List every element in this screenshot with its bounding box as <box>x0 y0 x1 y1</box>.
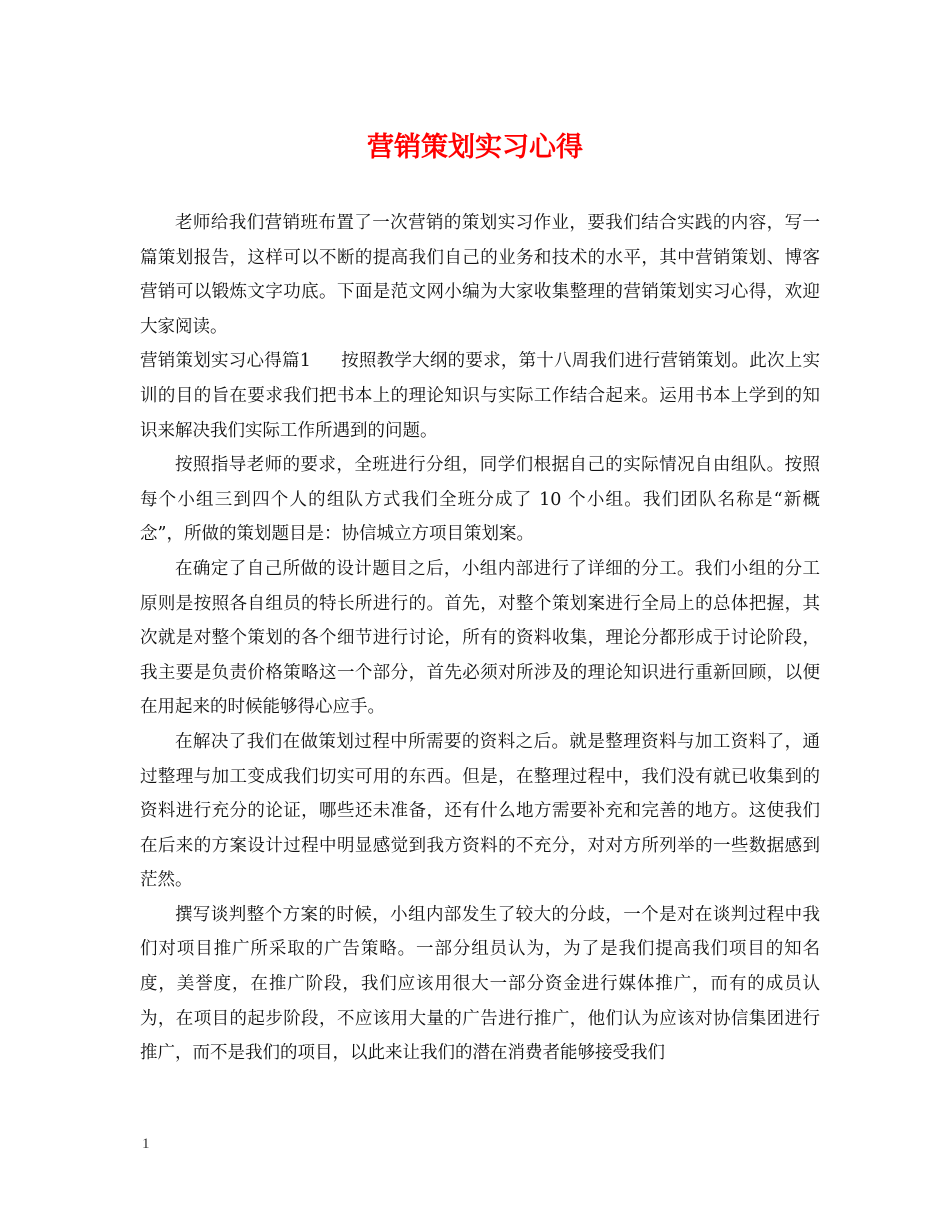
document-body <box>140 206 820 1071</box>
body-paragraph: 在解决了我们在做策划过程中所需要的资料之后。就是整理资料与加工资料了，通过整理与加工变成我们切实可用的东西。但是，在整理过程中，我们没有就已收集到的资料进行充分的论证，哪些还未准备，还有什么地方需要补充和完善的地方。这使我们在后来的方案设计过程中明显感觉到我方资料的不充分，对对方所列举的一些数据感到茫然。 <box>140 731 820 891</box>
body-paragraph: 按照指导老师的要求，全班进行分组，同学们根据自己的实际情况自由组队。按照每个小组三到四个人的组队方式我们全班分成了 10 个小组。我们团队名称是“新概念”，所做的策划题目是：协信城立方项目策划案。 <box>140 455 820 545</box>
document-title: 营销策划实习心得 <box>367 132 583 163</box>
section-text: 按照教学大纲的要求，第十八周我们进行营销策划。此次上实训的目的旨在要求我们把书本上的理论知识与实际工作结合起来。运用书本上学到的知识来解决我们实际工作所遇到的问题。 <box>140 351 821 441</box>
body-paragraph: 撰写谈判整个方案的时候，小组内部发生了较大的分歧，一个是对在谈判过程中我们对项目推广所采取的广告策略。一部分组员认为，为了是我们提高我们项目的知名度，美誉度，在推广阶段，我们应该用很大一部分资金进行媒体推广，而有的成员认为，在项目的起步阶段，不应该用大量的广告进行推广，他们认为应该对协信集团进行推广，而不是我们的项目，以此来让我们的潜在消费者能够接受我们 <box>140 904 820 1064</box>
intro-paragraph: 老师给我们营销班布置了一次营销的策划实习作业，要我们结合实践的内容，写一篇策划报告，这样可以不断的提高我们自己的业务和技术的水平，其中营销策划、博客营销可以锻炼文字功底。下面是范文网小编为大家收集整理的营销策划实习心得，欢迎大家阅读。 <box>140 213 820 337</box>
section-paragraph <box>140 344 820 448</box>
body-paragraph: 在确定了自己所做的设计题目之后，小组内部进行了详细的分工。我们小组的分工原则是按照各自组员的特长所进行的。首先，对整个策划案进行全局上的总体把握，其次就是对整个策划的各个细节进行讨论，所有的资料收集，理论分都形成于讨论阶段，我主要是负责价格策略这一个部分，首先必须对所涉及的理论知识进行重新回顾，以便在用起来的时候能够得心应手。 <box>140 558 820 718</box>
section-heading: 营销策划实习心得篇1 <box>140 351 311 372</box>
page-number: 1 <box>142 1136 150 1152</box>
